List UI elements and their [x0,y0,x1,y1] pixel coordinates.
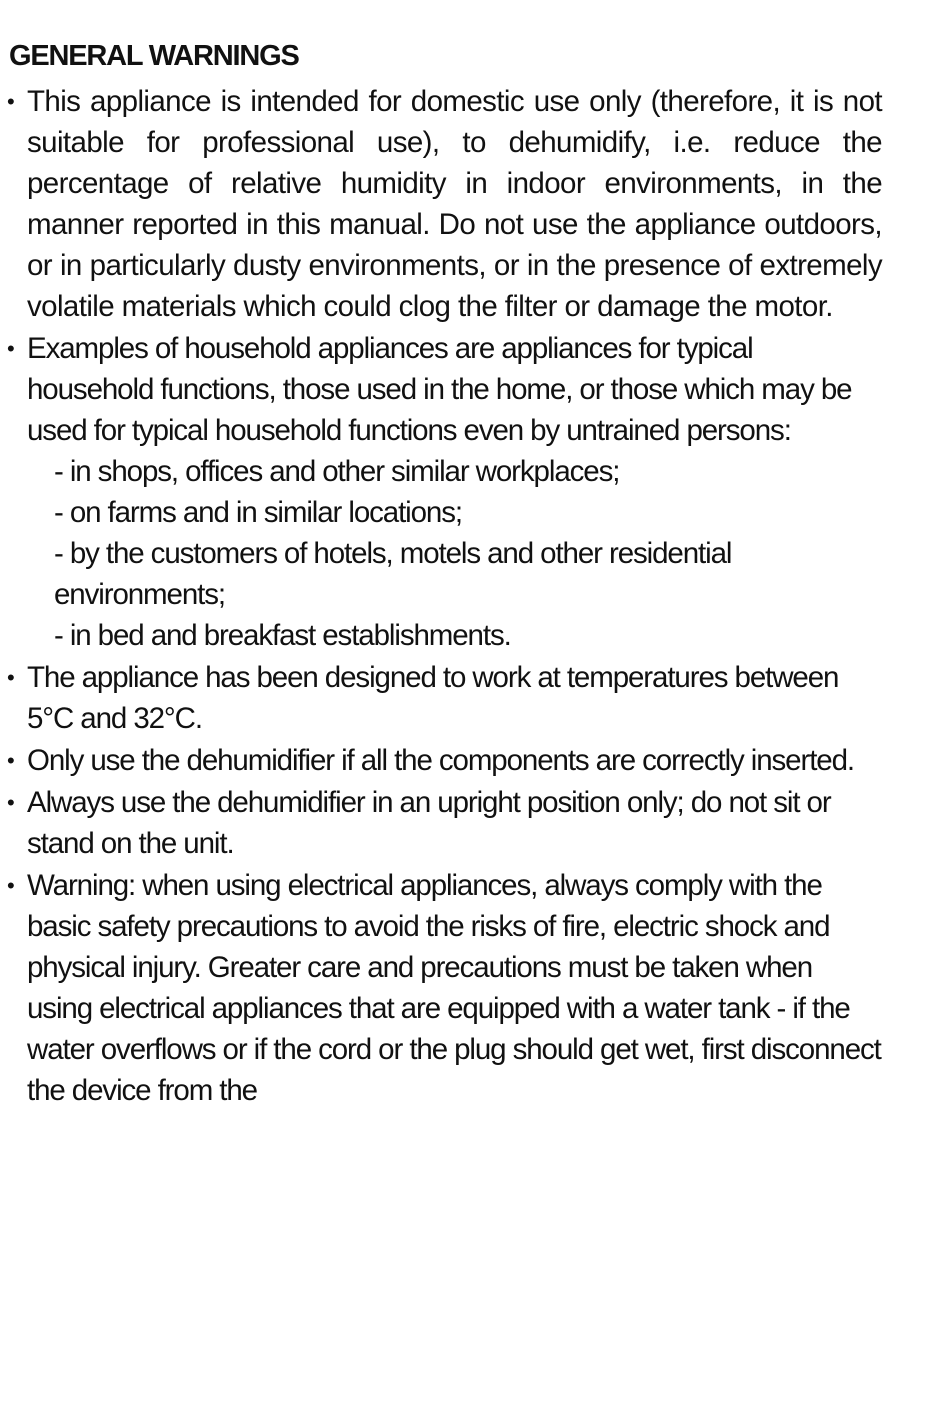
bullet-icon: • [7,748,14,773]
warning-text: Always use the dehumidifier in an upright position only; do not sit or stand on the unit. [27,786,831,860]
warning-text: The appliance has been designed to work at temperatures between 5°C and 32°C. [27,661,839,735]
warning-item [7,740,882,781]
bullet-icon: • [7,89,15,114]
bullet-icon: • [7,873,14,898]
warning-item [7,657,882,739]
bullet-icon: • [7,665,14,690]
warning-item [7,81,882,327]
warning-text: Only use the dehumidifier if all the components are correctly inserted. [27,744,855,777]
warning-text: This appliance is intended for domestic use only (therefore, it is not suitable for professional use), to dehumidify, i.e. reduce the percentage of relative humidity in indoor environments, in the manner reported in this manual. Do not use the appliance outdoors, or in particularly dusty environments, or in the presence of extremely volatile materials which could clog the filter or damage the motor. [27,85,882,323]
location-example: - in shops, offices and other similar workplaces; [54,455,620,488]
section-heading: GENERAL WARNINGS [9,40,299,72]
location-example: - by the customers of hotels, motels and other residential environments; [54,537,732,611]
location-example: - in bed and breakfast establishments. [54,619,511,652]
bullet-icon: • [7,790,14,815]
location-examples-list [27,451,882,656]
warning-item [7,865,882,1111]
warning-item [7,782,882,864]
bullet-icon: • [7,336,14,361]
location-example: - on farms and in similar locations; [54,496,462,529]
warnings-list [7,81,882,1112]
warning-text: Warning: when using electrical appliances, always comply with the basic safety precautions to avoid the risks of fire, electric shock and physical injury. Greater care and precautions must be taken when using electrical appliances that are equipped with a water tank - if the water overflows or if the cord or the plug should get wet, first disconnect the device from the [27,869,881,1107]
warning-item [7,328,882,656]
warning-text: Examples of household appliances are appliances for typical household functions, those used in the home, or those which may be used for typical household functions even by untrained persons: [27,332,852,447]
